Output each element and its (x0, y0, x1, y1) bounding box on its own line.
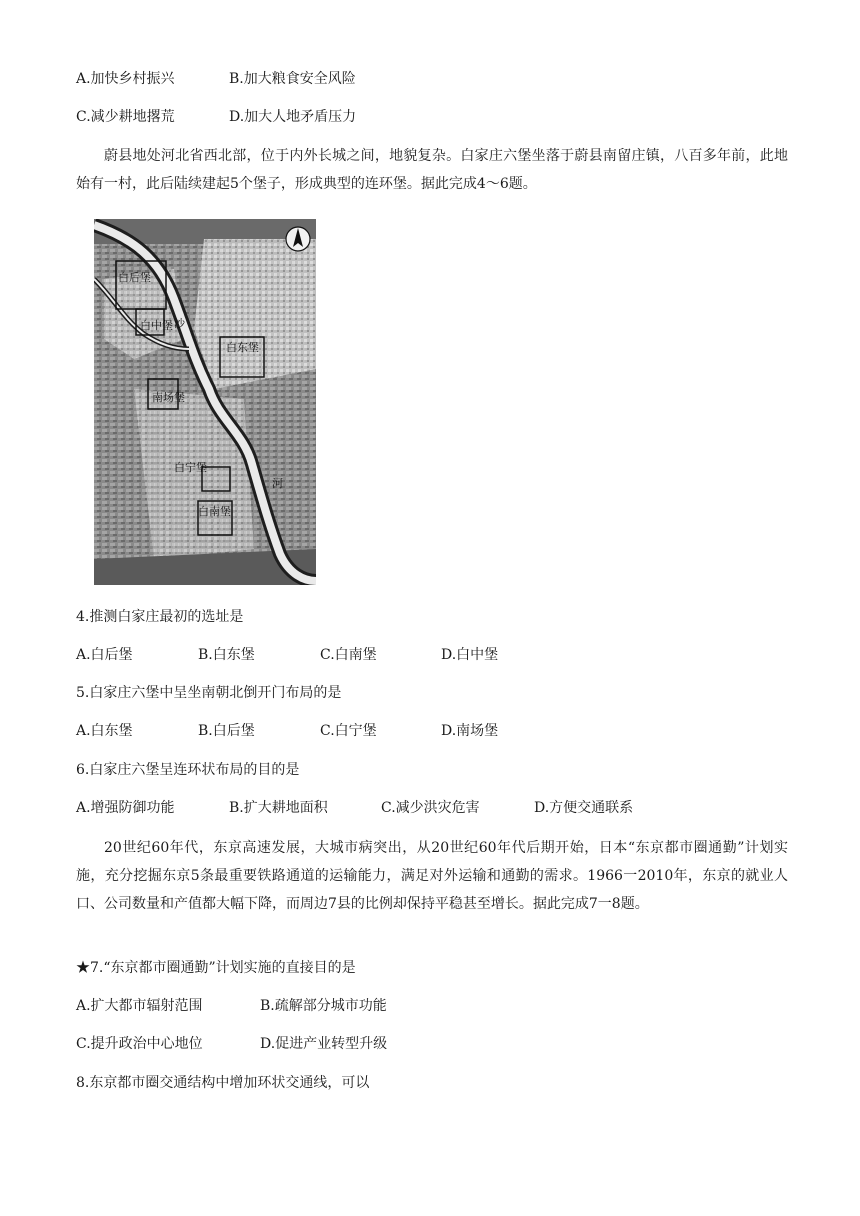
label-nanchang: 南场堡 (152, 391, 185, 404)
q5-option-d: D.南场堡 (441, 723, 499, 739)
passage-tokyo: 20世纪60年代，东京高速发展，大城市病突出，从20世纪60年代后期开始，日本“东京都市圈通勤”计划实施，充分挖掘东京5条最重要铁路通道的运输能力，满足对外运输和通勤的需求。1966一2010年，东京的就业人口、公司数量和产值都大幅下降，而周边7县的比例却保持平稳甚至增长。据此完成7一8题。 (76, 840, 788, 912)
q6-option-b: B.扩大耕地面积 (229, 800, 328, 816)
map-figure (94, 219, 316, 585)
q6-stem: 6.白家庄六堡呈连环状布局的目的是 (76, 762, 300, 778)
q7-stem: ★7.“东京都市圈通勤”计划实施的直接目的是 (76, 960, 356, 976)
q6-option-d: D.方便交通联系 (534, 800, 634, 816)
passage-weixian: 蔚县地处河北省西北部，位于内外长城之间，地貌复杂。白家庄六堡坐落于蔚县南留庄镇，八百多年前，此地始有一村，此后陆续建起5个堡子，形成典型的连环堡。据此完成4～6题。 (76, 148, 788, 192)
q5-option-b: B.白后堡 (198, 723, 255, 739)
q4-stem: 4.推测白家庄最初的选址是 (76, 609, 244, 625)
label-baizhong: 白中堡 (140, 319, 173, 332)
label-bainan: 白南堡 (198, 505, 231, 518)
q7-option-a: A.扩大都市辐射范围 (76, 998, 203, 1014)
q5-option-a: A.白东堡 (76, 723, 133, 739)
q7-option-b: B.疏解部分城市功能 (260, 998, 387, 1014)
label-river-he: 河 (272, 477, 283, 490)
label-river-sha: 沙 (174, 317, 185, 330)
q4-option-d: D.白中堡 (441, 647, 499, 663)
q7-option-c: C.提升政治中心地位 (76, 1036, 203, 1052)
label-baidong: 白东堡 (226, 341, 259, 354)
q3-option-a: A.加快乡村振兴 (76, 71, 175, 87)
q7-option-d: D.促进产业转型升级 (260, 1036, 388, 1052)
q3-option-b: B.加大粮食安全风险 (229, 71, 356, 87)
q4-option-a: A.白后堡 (76, 647, 133, 663)
label-baining: 白宁堡 (174, 461, 207, 474)
label-baihou: 白后堡 (118, 271, 151, 284)
q8-stem: 8.东京都市圈交通结构中增加环状交通线，可以 (76, 1075, 370, 1091)
q3-option-d: D.加大人地矛盾压力 (229, 109, 357, 125)
q4-option-b: B.白东堡 (198, 647, 255, 663)
q6-option-a: A.增强防御功能 (76, 800, 175, 816)
q3-option-c: C.减少耕地撂荒 (76, 109, 175, 125)
map-image (94, 219, 316, 585)
q5-stem: 5.白家庄六堡中呈坐南朝北倒开门布局的是 (76, 685, 342, 701)
north-arrow-icon (286, 227, 310, 251)
q5-option-c: C.白宁堡 (320, 723, 377, 739)
q4-option-c: C.白南堡 (320, 647, 377, 663)
q6-option-c: C.减少洪灾危害 (381, 800, 480, 816)
